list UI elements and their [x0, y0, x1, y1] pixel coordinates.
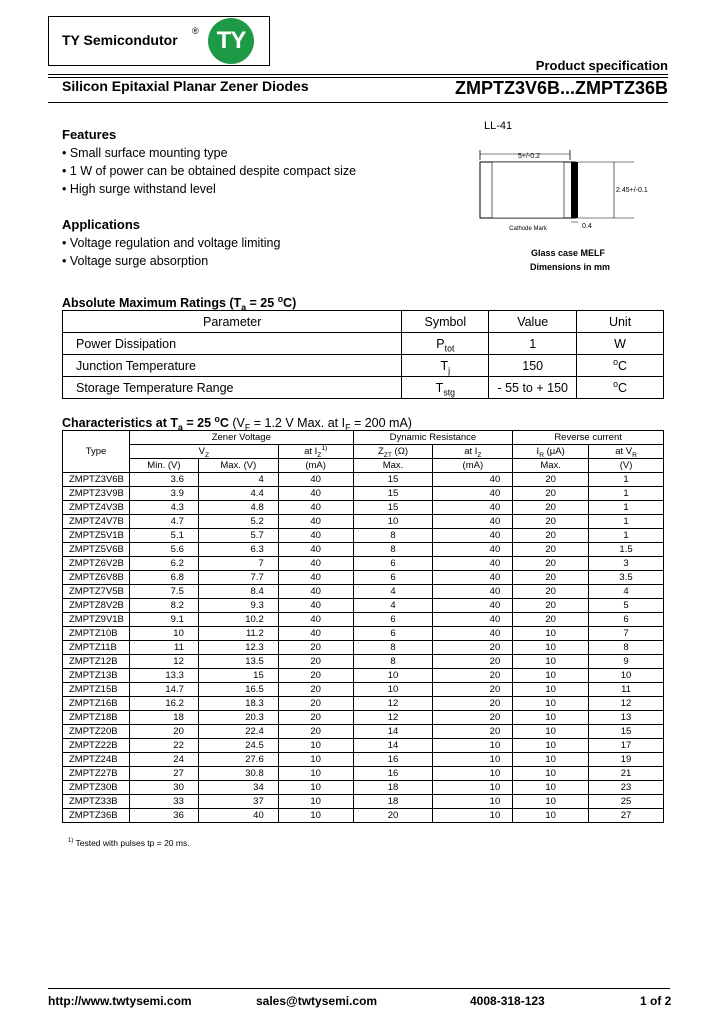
value-cell: 10: [513, 781, 589, 795]
value-cell: 18: [353, 795, 433, 809]
value-cell: 8: [353, 641, 433, 655]
value-cell: 20: [433, 669, 513, 683]
feature-item: • 1 W of power can be obtained despite compact size: [62, 164, 357, 178]
value-cell: 20: [278, 725, 353, 739]
type-cell: ZMPTZ6V8B: [63, 571, 130, 585]
symbol-cell: $T_j$: [402, 355, 489, 377]
value-cell: 20: [513, 487, 589, 501]
value-cell: 10: [433, 781, 513, 795]
value-cell: 12: [589, 697, 664, 711]
application-item: • Voltage regulation and voltage limiting: [62, 236, 281, 250]
value-cell: 10: [513, 795, 589, 809]
package-caption: Glass case MELF: [531, 248, 606, 258]
value-cell: 5.2: [198, 515, 278, 529]
value-cell: 16: [353, 767, 433, 781]
value-cell: 20: [433, 697, 513, 711]
group-header: Reverse current: [513, 431, 664, 445]
value-cell: 10: [433, 739, 513, 753]
value-cell: 20: [513, 599, 589, 613]
param-cell: Storage Temperature Range: [63, 377, 402, 399]
type-cell: ZMPTZ15B: [63, 683, 130, 697]
value-cell: 4: [589, 585, 664, 599]
value-cell: 23: [589, 781, 664, 795]
value-cell: 8: [353, 543, 433, 557]
value-cell: 20: [433, 641, 513, 655]
value-cell: 12.3: [198, 641, 278, 655]
value-cell: 1.5: [589, 543, 664, 557]
feature-item: • Small surface mounting type: [62, 146, 228, 160]
table-row: [63, 501, 664, 515]
value-cell: 3.5: [589, 571, 664, 585]
type-cell: ZMPTZ24B: [63, 753, 130, 767]
value-cell: 20: [433, 725, 513, 739]
value-cell: 25: [589, 795, 664, 809]
value-cell: 9: [589, 655, 664, 669]
package-diagram: [474, 140, 664, 240]
unit-cell: $^o$C: [577, 377, 664, 399]
characteristics-table: [62, 430, 664, 823]
table-row: [63, 753, 664, 767]
value-cell: 40: [433, 543, 513, 557]
value-cell: 20: [278, 641, 353, 655]
abs-max-ratings-table: [62, 310, 664, 399]
col-header: Parameter: [63, 311, 402, 333]
type-cell: ZMPTZ8V2B: [63, 599, 130, 613]
value-cell: 10: [513, 669, 589, 683]
value-cell: 9.3: [198, 599, 278, 613]
value-cell: 19: [589, 753, 664, 767]
type-cell: ZMPTZ22B: [63, 739, 130, 753]
package-name: LL-41: [484, 120, 513, 132]
symbol-cell: $T_{stg}$: [402, 377, 489, 399]
type-cell: ZMPTZ5V6B: [63, 543, 130, 557]
table-row: [63, 669, 664, 683]
value-cell: 33: [129, 795, 198, 809]
value-cell: 6: [353, 627, 433, 641]
table-row: [63, 585, 664, 599]
type-cell: ZMPTZ18B: [63, 711, 130, 725]
unit-header: (mA): [278, 459, 353, 473]
value-cell: 20: [353, 809, 433, 823]
table-header-row: [63, 311, 664, 333]
value-cell: 1: [589, 473, 664, 487]
table-row: [63, 599, 664, 613]
value-cell: 15: [353, 473, 433, 487]
unit-header: Min. (V): [129, 459, 198, 473]
value-cell: 5.7: [198, 529, 278, 543]
type-cell: ZMPTZ3V9B: [63, 487, 130, 501]
value-cell: 12: [353, 711, 433, 725]
value-cell: 8.4: [198, 585, 278, 599]
value-cell: 6: [589, 613, 664, 627]
value-cell: 20: [433, 711, 513, 725]
value-cell: 10: [433, 809, 513, 823]
value-cell: 40: [433, 529, 513, 543]
application-item: • Voltage surge absorption: [62, 254, 209, 268]
value-cell: 40: [278, 473, 353, 487]
value-cell: 20: [433, 683, 513, 697]
table-row: [63, 377, 664, 399]
value-cell: 15: [198, 669, 278, 683]
value-cell: 10: [278, 739, 353, 753]
value-cell: 30: [129, 781, 198, 795]
value-cell: 27: [129, 767, 198, 781]
value-cell: 15: [353, 501, 433, 515]
value-cell: 20: [278, 697, 353, 711]
footer-phone: 4008-318-123: [470, 994, 545, 1008]
atiz2-header: at $I_Z$: [433, 445, 513, 459]
table-row: [63, 767, 664, 781]
type-cell: ZMPTZ30B: [63, 781, 130, 795]
value-cell: 7.5: [129, 585, 198, 599]
table-row: [63, 781, 664, 795]
value-cell: 27.6: [198, 753, 278, 767]
value-cell: 40: [278, 487, 353, 501]
registered-mark: ®: [192, 26, 199, 36]
type-header: Type: [63, 431, 130, 473]
value-cell: 20: [513, 501, 589, 515]
value-cell: 36: [129, 809, 198, 823]
table-row: [63, 655, 664, 669]
value-cell: 3: [589, 557, 664, 571]
value-cell: 10: [278, 781, 353, 795]
value-cell: 4.3: [129, 501, 198, 515]
value-cell: 10: [513, 641, 589, 655]
value-cell: 13.3: [129, 669, 198, 683]
dim-length-label: 5+/-0.2: [518, 153, 540, 160]
value-cell: 40: [278, 571, 353, 585]
value-cell: 10: [278, 767, 353, 781]
value-cell: 40: [433, 473, 513, 487]
value-cell: 10: [353, 669, 433, 683]
value-cell: 20: [278, 669, 353, 683]
unit-cell: W: [577, 333, 664, 355]
type-cell: ZMPTZ13B: [63, 669, 130, 683]
value-cell: 20: [278, 683, 353, 697]
value-cell: 12: [129, 655, 198, 669]
table-row: [63, 529, 664, 543]
value-cell: 16.5: [198, 683, 278, 697]
value-cell: 5.6: [129, 543, 198, 557]
value-cell: 17: [589, 739, 664, 753]
value-cell: 20: [513, 473, 589, 487]
table-row: [63, 641, 664, 655]
table-row: [63, 355, 664, 377]
param-cell: Junction Temperature: [63, 355, 402, 377]
value-cell: 11: [129, 641, 198, 655]
value-cell: 40: [278, 501, 353, 515]
value-cell: 10: [513, 739, 589, 753]
value-cell: 16.2: [129, 697, 198, 711]
table-row: [63, 557, 664, 571]
value-cell: 4: [198, 473, 278, 487]
value-cell: 4.4: [198, 487, 278, 501]
value-cell: 4.8: [198, 501, 278, 515]
value-cell: 10: [353, 683, 433, 697]
value-cell: 3.9: [129, 487, 198, 501]
product-spec-label: Product specification: [535, 58, 668, 73]
table-row: [63, 333, 664, 355]
table-row: [63, 613, 664, 627]
value-cell: 40: [278, 599, 353, 613]
value-cell: 27: [589, 809, 664, 823]
table-row: [63, 515, 664, 529]
value-cell: 10: [513, 655, 589, 669]
value-cell: 15: [353, 487, 433, 501]
features-heading: Features: [62, 127, 117, 142]
value-cell: 40: [433, 627, 513, 641]
unit-header: (mA): [433, 459, 513, 473]
value-cell: 40: [198, 809, 278, 823]
type-cell: ZMPTZ7V5B: [63, 585, 130, 599]
value-cell: 40: [433, 599, 513, 613]
amr-title: Absolute Maximum Ratings ($T_a = 25$ $^o$C): [62, 293, 297, 313]
value-cell: 10: [513, 809, 589, 823]
value-cell: 10: [513, 697, 589, 711]
symbol-cell: $P_{tot}$: [402, 333, 489, 355]
type-cell: ZMPTZ10B: [63, 627, 130, 641]
value-cell: 10: [353, 515, 433, 529]
unit-header: Max.: [513, 459, 589, 473]
value-cell: 10: [433, 795, 513, 809]
value-cell: 15: [589, 725, 664, 739]
type-cell: ZMPTZ36B: [63, 809, 130, 823]
type-cell: ZMPTZ4V3B: [63, 501, 130, 515]
col-header: Value: [489, 311, 577, 333]
value-cell: 6: [353, 571, 433, 585]
value-cell: 1: [589, 529, 664, 543]
table-row: [63, 809, 664, 823]
value-cell: 10: [513, 627, 589, 641]
value-cell: 10: [278, 753, 353, 767]
value-cell: 40: [278, 613, 353, 627]
type-cell: ZMPTZ27B: [63, 767, 130, 781]
company-name: TY Semicondutor: [62, 32, 178, 48]
param-cell: Power Dissipation: [63, 333, 402, 355]
value-cell: 11: [589, 683, 664, 697]
value-cell: 24.5: [198, 739, 278, 753]
value-cell: 40: [433, 613, 513, 627]
value-cell: 6.3: [198, 543, 278, 557]
value-cell: 8: [353, 529, 433, 543]
value-cell: 8.2: [129, 599, 198, 613]
value-cell: 4.7: [129, 515, 198, 529]
value-cell: 12: [353, 697, 433, 711]
value-cell: 20: [513, 571, 589, 585]
footnote: $^{1)}$ Tested with pulses tp = 20 ms.: [68, 838, 190, 848]
value-cell: 40: [278, 529, 353, 543]
footer-url-link[interactable]: http://www.twtysemi.com: [48, 994, 192, 1008]
table-row: [63, 571, 664, 585]
value-cell: 40: [278, 515, 353, 529]
unit-header: Max.: [353, 459, 433, 473]
value-cell: 10: [513, 725, 589, 739]
value-cell: 1: [589, 487, 664, 501]
dim-dia-label: 2.45+/-0.1: [616, 187, 648, 194]
table-row: [63, 725, 664, 739]
value-cell: 40: [433, 571, 513, 585]
value-cell: 18: [129, 711, 198, 725]
doc-part-range: ZMPTZ3V6B...ZMPTZ36B: [454, 78, 668, 98]
value-cell: 10: [513, 711, 589, 725]
package-dimensions-note: Dimensions in mm: [530, 262, 611, 272]
ty-logo-icon: TY: [208, 18, 254, 64]
value-cell: 20: [513, 613, 589, 627]
unit-header: Max. (V): [198, 459, 278, 473]
atvr-header: at $V_R$: [589, 445, 664, 459]
value-cell: 20: [278, 711, 353, 725]
value-cell: 10.2: [198, 613, 278, 627]
value-cell: 7: [589, 627, 664, 641]
value-cell: 37: [198, 795, 278, 809]
value-cell: 22: [129, 739, 198, 753]
page-number: 1 of 2: [640, 994, 672, 1008]
value-cell: 5: [589, 599, 664, 613]
type-cell: ZMPTZ12B: [63, 655, 130, 669]
type-cell: ZMPTZ11B: [63, 641, 130, 655]
value-cell: - 55 to + 150: [489, 377, 577, 399]
group-header: Zener Voltage: [129, 431, 353, 445]
footer-rule: [48, 988, 670, 989]
value-cell: 40: [278, 557, 353, 571]
value-cell: 40: [278, 627, 353, 641]
doc-subtitle: Silicon Epitaxial Planar Zener Diodes: [62, 78, 309, 94]
value-cell: 8: [353, 655, 433, 669]
value-cell: 6: [353, 557, 433, 571]
value-cell: 24: [129, 753, 198, 767]
value-cell: 40: [433, 585, 513, 599]
value-cell: 40: [433, 501, 513, 515]
value-cell: 9.1: [129, 613, 198, 627]
zzt-header: $Z_{ZT}$ (Ω): [353, 445, 433, 459]
value-cell: 21: [589, 767, 664, 781]
value-cell: 20.3: [198, 711, 278, 725]
type-cell: ZMPTZ4V7B: [63, 515, 130, 529]
value-cell: 30.8: [198, 767, 278, 781]
unit-header-row: [63, 459, 664, 473]
value-cell: 10: [129, 627, 198, 641]
title-rule: [48, 102, 668, 103]
type-cell: ZMPTZ9V1B: [63, 613, 130, 627]
col-header: Unit: [577, 311, 664, 333]
value-cell: 40: [278, 543, 353, 557]
value-cell: 20: [513, 529, 589, 543]
unit-cell: $^o$C: [577, 355, 664, 377]
table-row: [63, 487, 664, 501]
value-cell: 10: [278, 809, 353, 823]
value-cell: 150: [489, 355, 577, 377]
value-cell: 11.2: [198, 627, 278, 641]
value-cell: 40: [433, 487, 513, 501]
value-cell: 10: [513, 753, 589, 767]
type-cell: ZMPTZ20B: [63, 725, 130, 739]
value-cell: 40: [433, 557, 513, 571]
value-cell: 20: [513, 543, 589, 557]
type-cell: ZMPTZ16B: [63, 697, 130, 711]
applications-heading: Applications: [62, 217, 141, 232]
group-header-row: [63, 431, 664, 445]
unit-header: (V): [589, 459, 664, 473]
value-cell: 7.7: [198, 571, 278, 585]
group-header: Dynamic Resistance: [353, 431, 513, 445]
type-cell: ZMPTZ3V6B: [63, 473, 130, 487]
value-cell: 6.8: [129, 571, 198, 585]
value-cell: 20: [278, 655, 353, 669]
value-cell: 1: [589, 501, 664, 515]
col-header: Symbol: [402, 311, 489, 333]
type-cell: ZMPTZ6V2B: [63, 557, 130, 571]
value-cell: 20: [433, 655, 513, 669]
value-cell: 40: [433, 515, 513, 529]
type-cell: ZMPTZ5V1B: [63, 529, 130, 543]
value-cell: 10: [278, 795, 353, 809]
value-cell: 3.6: [129, 473, 198, 487]
ir-header: $I_R$ (μA): [513, 445, 589, 459]
table-row: [63, 697, 664, 711]
value-cell: 6: [353, 613, 433, 627]
table-row: [63, 543, 664, 557]
value-cell: 22.4: [198, 725, 278, 739]
value-cell: 1: [489, 333, 577, 355]
value-cell: 13.5: [198, 655, 278, 669]
feature-item: • High surge withstand level: [62, 182, 216, 196]
table-row: [63, 711, 664, 725]
table-row: [63, 627, 664, 641]
table-row: [63, 739, 664, 753]
value-cell: 20: [513, 585, 589, 599]
value-cell: 1: [589, 515, 664, 529]
symbol-header-row: [63, 445, 664, 459]
footer-email-link[interactable]: sales@twtysemi.com: [256, 994, 378, 1008]
cathode-label: Cathode Mark: [509, 226, 547, 232]
value-cell: 18: [353, 781, 433, 795]
value-cell: 14: [353, 725, 433, 739]
value-cell: 10: [589, 669, 664, 683]
value-cell: 10: [433, 767, 513, 781]
value-cell: 6.2: [129, 557, 198, 571]
value-cell: 14.7: [129, 683, 198, 697]
atiz-header: at $I_Z^{1)}$: [278, 445, 353, 459]
value-cell: 10: [513, 683, 589, 697]
value-cell: 4: [353, 585, 433, 599]
value-cell: 4: [353, 599, 433, 613]
value-cell: 8: [589, 641, 664, 655]
header-rule: [48, 74, 668, 75]
value-cell: 18.3: [198, 697, 278, 711]
value-cell: 5.1: [129, 529, 198, 543]
value-cell: 20: [513, 515, 589, 529]
dim-band-label: 0.4: [582, 223, 592, 230]
value-cell: 13: [589, 711, 664, 725]
value-cell: 10: [513, 767, 589, 781]
value-cell: 20: [129, 725, 198, 739]
characteristics-title: Characteristics at $T_a = 25$ $^o$C ($V_F = 1.2$ V Max. at $I_F = 200$ mA): [62, 413, 412, 433]
table-row: [63, 795, 664, 809]
vz-header: $V_Z$: [129, 445, 278, 459]
value-cell: 10: [433, 753, 513, 767]
value-cell: 20: [513, 557, 589, 571]
value-cell: 14: [353, 739, 433, 753]
type-cell: ZMPTZ33B: [63, 795, 130, 809]
value-cell: 40: [278, 585, 353, 599]
value-cell: 34: [198, 781, 278, 795]
value-cell: 16: [353, 753, 433, 767]
table-row: [63, 683, 664, 697]
table-row: [63, 473, 664, 487]
value-cell: 7: [198, 557, 278, 571]
